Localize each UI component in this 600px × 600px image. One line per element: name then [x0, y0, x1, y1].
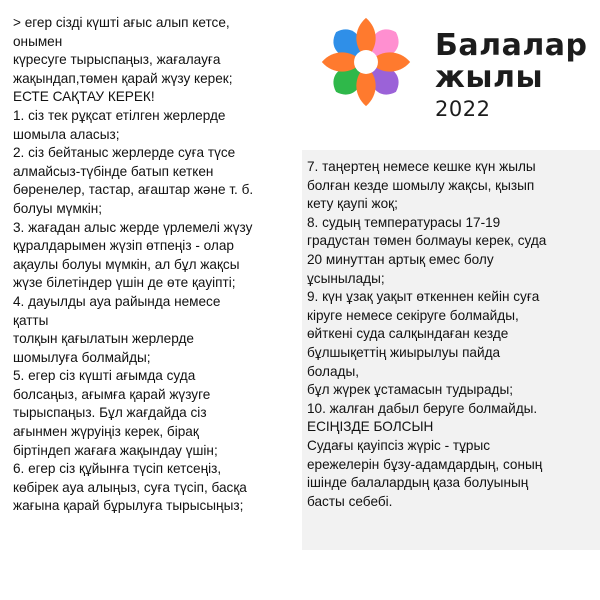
text-line: 20 минуттан артық емес болу — [307, 251, 494, 267]
right-text-panel — [302, 150, 600, 550]
text-line: 9. күн ұзақ уақыт өткеннен кейін суға — [307, 289, 540, 305]
text-line: жағына қарай бұрылуға тырысыңыз; — [13, 498, 244, 514]
text-line: алмайсыз-түбінде батып кеткен — [13, 163, 214, 179]
text-line: ішінде балалардың қаза болуының — [307, 475, 529, 491]
text-line: болсаңыз, ағымға қарай жүзуге — [13, 386, 211, 402]
text-line: шомылуға болмайды; — [13, 349, 151, 365]
text-line: бұлшықеттің жиырылуы пайда — [307, 344, 501, 360]
text-line: жүзе білетіндер үшін де өте қауіпті; — [13, 275, 236, 291]
text-line: толқын қағылатын жерлерде — [13, 331, 194, 347]
section-heading: ЕСТЕ САҚТАУ КЕРЕК! — [13, 89, 155, 105]
text-line: кету қаупі жоқ; — [307, 196, 398, 212]
text-line: ережелерін бұзу-адамдардың, соның — [307, 456, 543, 472]
section-heading: ЕСІҢІЗДЕ БОЛСЫН — [307, 419, 434, 435]
text-line: 10. жалған дабыл беруге болмайды. — [307, 400, 538, 416]
year-of-children-logo — [320, 16, 412, 108]
logo-center — [354, 50, 378, 74]
text-line: ағынмен жүруіңіз керек, бірақ — [13, 424, 199, 440]
logo-title-line2: жылы — [435, 60, 544, 95]
text-line: Судағы қауіпсіз жүріс - тұрыс — [307, 437, 491, 453]
text-line: жақындап,төмен қарай жүзу керек; — [13, 70, 233, 86]
left-text-column — [0, 14, 302, 600]
text-line: 1. сіз тек рұқсат етілген жерлерде — [13, 107, 226, 123]
text-line: 2. сіз бейтаныс жерлерде суға түсе — [13, 145, 236, 161]
text-line: бөренелер, тастар, ағаштар және т. б. — [13, 182, 254, 198]
text-line: кіруге немесе секіруге болмайды, — [307, 307, 519, 323]
text-line: 8. судың температурасы 17-19 — [307, 214, 501, 230]
text-line: құралдарымен жүзіп өтпеңіз - олар — [13, 238, 234, 254]
text-line: қатты — [13, 312, 49, 328]
text-line: онымен — [13, 33, 63, 49]
text-line: біртіндеп жағаға жақындау үшін; — [13, 442, 218, 458]
logo-text — [435, 30, 588, 122]
text-line: өйткені суда салқындаған кезде — [307, 326, 509, 342]
text-line: 6. егер сіз құйынға түсіп кетсеңіз, — [13, 461, 222, 477]
flower-logo-icon — [320, 16, 412, 108]
text-line: > егер сізді күшті ағыс алып кетсе, — [13, 15, 230, 30]
text-line: ақаулы болуы мүмкін, ал бұл жақсы — [13, 256, 240, 272]
text-line: көбірек ауа алыңыз, суға түсіп, басқа — [13, 479, 247, 495]
text-line: 4. дауылды ауа райында немесе — [13, 293, 221, 309]
text-line: шомыла аласыз; — [13, 126, 120, 142]
right-column — [302, 0, 600, 600]
text-line: градустан төмен болмауы керек, суда — [307, 233, 547, 249]
text-line: 5. егер сіз күшті ағымда суда — [13, 368, 196, 384]
logo-title-line1: Балалар — [435, 28, 588, 63]
text-line: 7. таңертең немесе кешке күн жылы — [307, 159, 536, 174]
text-line: 3. жағадан алыс жерде үрлемелі жүзу — [13, 219, 253, 235]
text-line: болады, — [307, 363, 360, 379]
text-line: басты себебі. — [307, 493, 393, 509]
text-line: бұл жүрек ұстамасын тудырады; — [307, 382, 514, 398]
logo-year: 2022 — [435, 97, 491, 121]
text-line: тырыспаңыз. Бұл жағдайда сіз — [13, 405, 207, 421]
text-line: ұсынылады; — [307, 270, 385, 286]
text-line: болған кезде шомылу жақсы, қызып — [307, 177, 535, 193]
text-line: күресуге тырыспаңыз, жағалауға — [13, 52, 221, 68]
text-line: болуы мүмкін; — [13, 200, 103, 216]
